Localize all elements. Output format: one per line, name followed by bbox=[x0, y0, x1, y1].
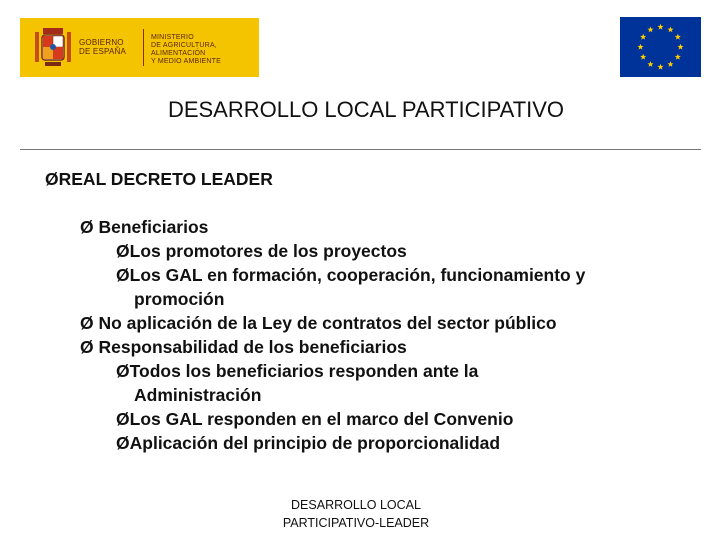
eu-star-icon bbox=[640, 34, 646, 40]
arrowhead-check-icon: Ø bbox=[116, 241, 130, 261]
list-item bbox=[116, 431, 500, 455]
arrowhead-check-icon: Ø bbox=[116, 433, 130, 453]
list-item-text: Administración bbox=[134, 385, 262, 405]
logo-divider bbox=[143, 29, 144, 66]
eu-flag-logo bbox=[620, 17, 701, 77]
list-item-text: Los GAL responden en el marco del Convenio bbox=[129, 409, 514, 429]
list-item-text: promoción bbox=[134, 289, 225, 309]
eu-star-icon bbox=[675, 34, 681, 40]
arrowhead-check-icon: Ø bbox=[45, 169, 59, 189]
list-item bbox=[116, 359, 478, 383]
arrowhead-check-icon: Ø bbox=[116, 361, 130, 381]
gobierno-espana-text: GOBIERNO DE ESPAÑA bbox=[79, 38, 126, 56]
arrowhead-check-icon: Ø bbox=[116, 409, 130, 429]
eu-star-icon bbox=[657, 64, 663, 70]
list-item-continuation bbox=[134, 287, 224, 311]
eu-star-icon bbox=[637, 44, 643, 50]
eu-star-icon bbox=[640, 54, 646, 60]
ministry-name-text: MINISTERIO DE AGRICULTURA, ALIMENTACIÓN Y MEDIO AMBIENTE bbox=[151, 34, 221, 65]
slide-footer bbox=[256, 496, 456, 532]
list-item-text: No aplicación de la Ley de contratos del sector público bbox=[93, 313, 557, 333]
eu-star-icon bbox=[675, 54, 681, 60]
eu-star-icon bbox=[647, 61, 653, 67]
eu-star-icon bbox=[667, 26, 673, 32]
gobierno-espana-logo bbox=[20, 18, 259, 77]
list-item-text: Los GAL en formación, cooperación, funcionamiento y bbox=[129, 265, 586, 285]
list-item bbox=[116, 239, 407, 263]
list-item-text: Los promotores de los proyectos bbox=[129, 241, 407, 261]
coat-of-arms-icon bbox=[29, 26, 77, 70]
title-divider bbox=[20, 149, 701, 150]
list-item bbox=[116, 407, 513, 431]
list-item-text: Beneficiarios bbox=[93, 217, 209, 237]
section-heading-text: REAL DECRETO LEADER bbox=[58, 169, 273, 189]
eu-star-icon bbox=[677, 44, 683, 50]
list-item-text: Aplicación del principio de proporcionalidad bbox=[129, 433, 501, 453]
list-item bbox=[116, 263, 585, 287]
list-item-continuation bbox=[134, 383, 261, 407]
arrowhead-check-icon: Ø bbox=[116, 265, 130, 285]
footer-line: DESARROLLO LOCAL bbox=[291, 498, 421, 512]
section-heading bbox=[45, 167, 273, 191]
list-item-text: Todos los beneficiarios responden ante la bbox=[129, 361, 479, 381]
list-item bbox=[80, 311, 557, 335]
arrowhead-check-icon: Ø bbox=[80, 337, 94, 357]
eu-stars-icon bbox=[620, 17, 701, 77]
arrowhead-check-icon: Ø bbox=[80, 313, 94, 333]
list-item-text: Responsabilidad de los beneficiarios bbox=[93, 337, 407, 357]
slide-title: DESARROLLO LOCAL PARTICIPATIVO bbox=[167, 97, 565, 122]
list-item bbox=[80, 215, 208, 239]
eu-star-icon bbox=[657, 24, 663, 30]
list-item bbox=[80, 335, 407, 359]
arrowhead-check-icon: Ø bbox=[80, 217, 94, 237]
eu-star-icon bbox=[647, 26, 653, 32]
footer-line: PARTICIPATIVO-LEADER bbox=[282, 516, 430, 530]
eu-star-icon bbox=[667, 61, 673, 67]
